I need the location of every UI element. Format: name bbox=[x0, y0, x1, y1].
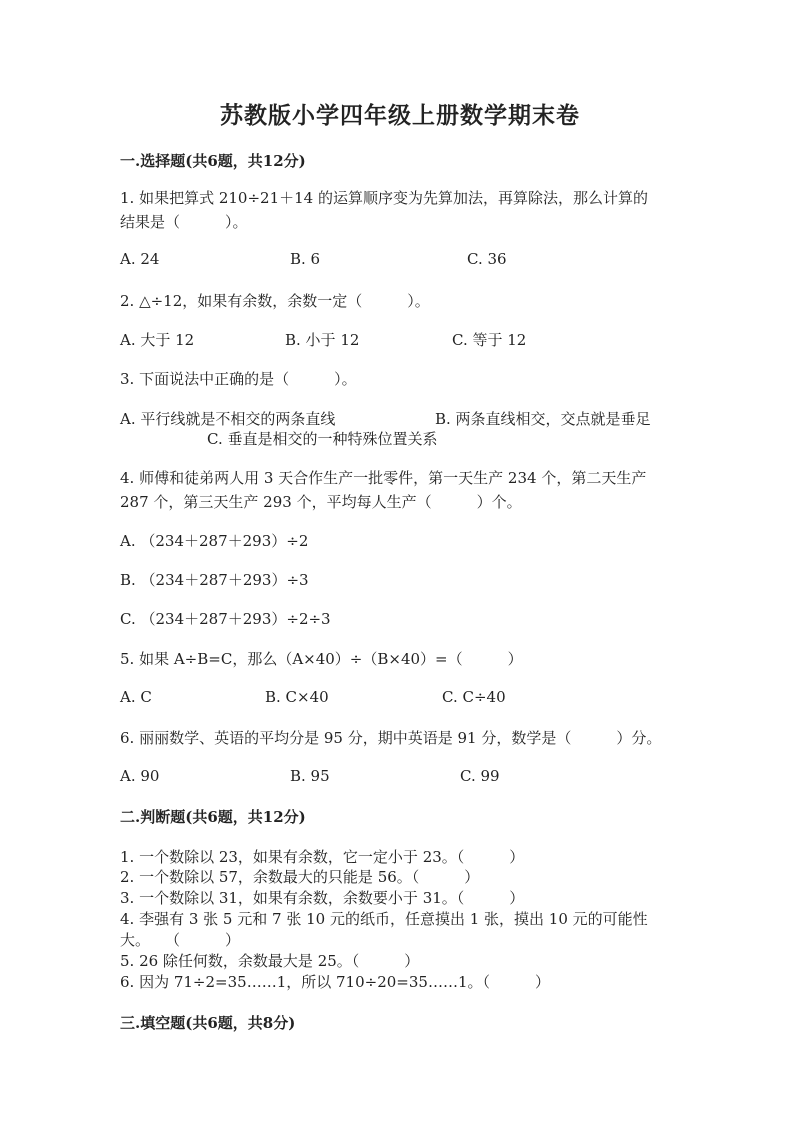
option-c: C. 36 bbox=[467, 250, 507, 268]
question-text: 6. 丽丽数学、英语的平均分是 95 分，期中英语是 91 分，数学是（ ）分。 bbox=[120, 729, 662, 747]
judge-item: 1. 一个数除以 23，如果有余数，它一定小于 23。（ ） bbox=[120, 848, 525, 866]
section-heading-fill: 三.填空题(共6题，共8分) bbox=[120, 1014, 296, 1032]
question-text: 4. 师傅和徒弟两人用 3 天合作生产一批零件，第一天生产 234 个，第二天生产 bbox=[120, 469, 647, 487]
question-text: 结果是（ ）。 bbox=[120, 213, 248, 231]
option-c: C. C÷40 bbox=[442, 688, 506, 706]
option-a: A. C bbox=[120, 688, 152, 706]
option-a: A. 24 bbox=[120, 250, 160, 268]
question-text: 287 个，第三天生产 293 个，平均每人生产（ ）个。 bbox=[120, 493, 522, 511]
option-b: B. C×40 bbox=[265, 688, 329, 706]
judge-item: 6. 因为 71÷2=35……1，所以 710÷20=35……1。（ ） bbox=[120, 973, 550, 991]
option-c: C. （234＋287＋293）÷2÷3 bbox=[120, 610, 331, 628]
option-c: C. 99 bbox=[460, 767, 500, 785]
option-a: A. 平行线就是不相交的两条直线 bbox=[120, 410, 336, 428]
option-c: C. 等于 12 bbox=[452, 331, 527, 349]
option-a: A. 90 bbox=[120, 767, 160, 785]
section-heading-choice: 一.选择题(共6题，共12分) bbox=[120, 152, 306, 170]
judge-item: 大。 （ ） bbox=[120, 931, 241, 949]
judge-item: 3. 一个数除以 31，如果有余数，余数要小于 31。（ ） bbox=[120, 889, 525, 907]
question-text: 2. △÷12，如果有余数，余数一定（ ）。 bbox=[120, 292, 430, 310]
section-heading-judge: 二.判断题(共6题，共12分) bbox=[120, 808, 306, 826]
question-text: 1. 如果把算式 210÷21＋14 的运算顺序变为先算加法，再算除法，那么计算的 bbox=[120, 189, 648, 207]
option-b: B. （234＋287＋293）÷3 bbox=[120, 571, 309, 589]
judge-item: 5. 26 除任何数，余数最大是 25。（ ） bbox=[120, 952, 420, 970]
option-c: C. 垂直是相交的一种特殊位置关系 bbox=[207, 430, 438, 448]
option-b: B. 两条直线相交，交点就是垂足 bbox=[435, 410, 651, 428]
option-b: B. 6 bbox=[290, 250, 321, 268]
judge-item: 4. 李强有 3 张 5 元和 7 张 10 元的纸币，任意摸出 1 张，摸出 10 元的可能性 bbox=[120, 910, 648, 928]
question-text: 5. 如果 A÷B=C，那么（A×40）÷（B×40）=（ ） bbox=[120, 650, 523, 668]
option-b: B. 95 bbox=[290, 767, 330, 785]
option-b: B. 小于 12 bbox=[285, 331, 360, 349]
judge-item: 2. 一个数除以 57，余数最大的只能是 56。（ ） bbox=[120, 868, 480, 886]
option-a: A. （234＋287＋293）÷2 bbox=[120, 532, 309, 550]
option-a: A. 大于 12 bbox=[120, 331, 195, 349]
question-text: 3. 下面说法中正确的是（ ）。 bbox=[120, 370, 357, 388]
page-title: 苏教版小学四年级上册数学期末卷 bbox=[220, 102, 580, 129]
